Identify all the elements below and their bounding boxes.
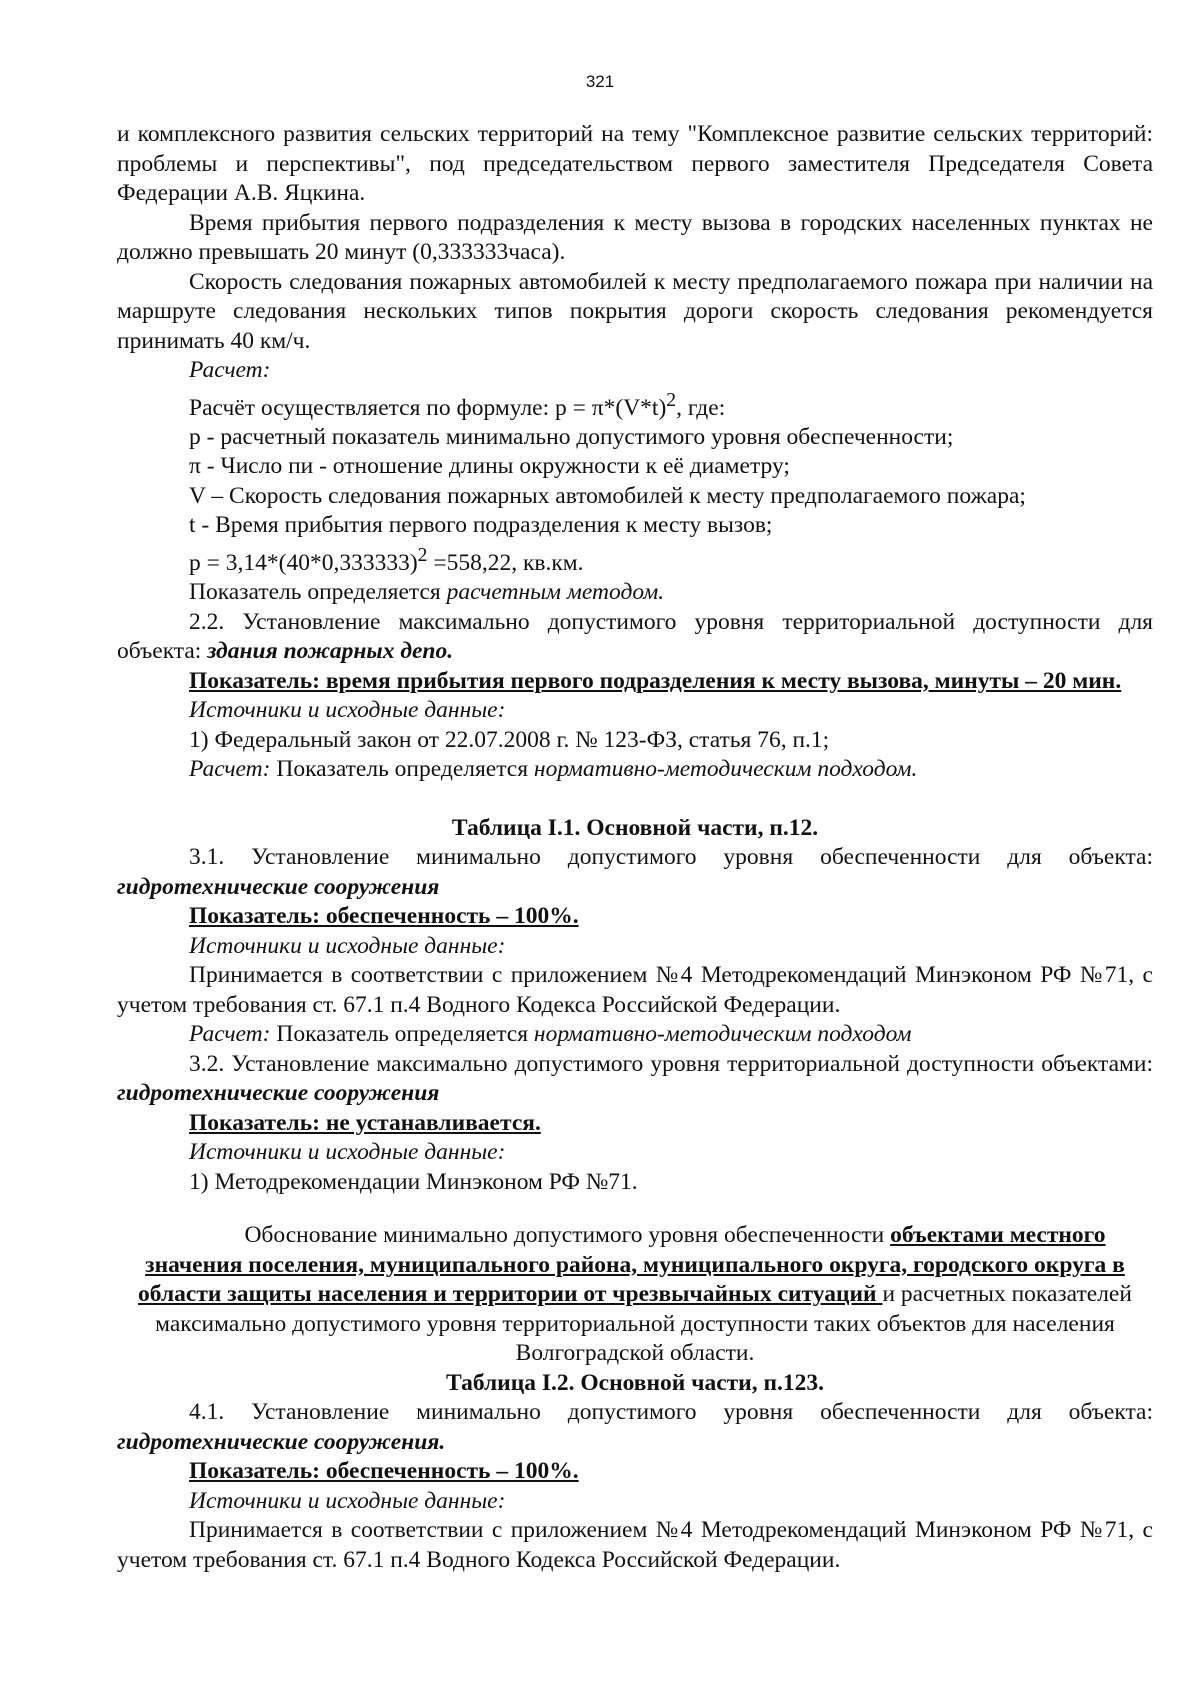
section-3-2-text: 3.2. Установление максимально допустимого уровня территориальной доступности объектами: [189,1050,1153,1077]
method-line [117,578,1153,608]
section-3-2 [117,1050,1153,1109]
norm-prefix: Показатель определяется [270,1021,534,1048]
calculation-text: p = 3,14*(40*0,333333) [189,549,418,576]
calc-label-inline: Расчет: [189,1021,271,1048]
norm-italic: нормативно-методическим подходом [533,1021,912,1048]
section-2-2-indicator: Показатель: время прибытия первого подразделения к месту вызова, минуты – 20 мин. [189,667,1122,694]
section-3-2-source: 1) Методрекомендации Минэконом РФ №71. [189,1168,638,1195]
definition-p: p - расчетный показатель минимально допустимого уровня обеспеченности; [189,423,954,450]
section-3-2-indicator: Показатель: не устанавливается. [189,1109,541,1136]
formula-text: Расчёт осуществляется по формуле: p = π*(V*t) [189,394,667,421]
calculation-line [117,541,1153,578]
spacer [117,785,1153,814]
paragraph-intro: и комплексного развития сельских территорий на тему "Комплексное развитие сельских территорий: проблемы и перспективы", под председательством первого заместителя Председателя Совета Федерации А.В. Яцкина. [117,121,1153,206]
formula-line [117,386,1153,423]
definition-pi: π - Число пи - отношение длины окружности к её диаметру; [189,453,790,480]
norm-prefix: Показатель определяется [270,756,534,783]
definition-t: t - Время прибытия первого подразделения к месту вызов; [189,512,773,539]
table-1-title: Таблица I.1. Основной части, п.12. [451,814,819,841]
section-4-1-object: гидротехнические сооружения. [117,1428,446,1455]
norm-italic: нормативно-методическим подходом. [533,756,918,783]
calculation-exponent: 2 [417,544,428,566]
section-2-2-object: здания пожарных депо. [207,638,454,665]
sources-label: Источники и исходные данные: [189,697,506,724]
section-4-1-source: Принимается в соответствии с приложением №4 Методрекомендаций Минэконом РФ №71, с учетом требования ст. 67.1 п.4 Водного Кодекса Российской Федерации. [117,1517,1153,1573]
calculation-result: =558,22, кв.км. [427,549,584,576]
section-3-1-indicator: Показатель: обеспеченность – 100%. [189,903,579,930]
section-3-1-object: гидротехнические сооружения [117,873,440,900]
section-3-1-source: Принимается в соответствии с приложением №4 Методрекомендаций Минэконом РФ №71, с учетом требования ст. 67.1 п.4 Водного Кодекса Российской Федерации. [117,962,1153,1018]
calc-label-inline: Расчет: [189,756,271,783]
section-2-2 [117,608,1153,667]
formula-tail: , где: [676,394,726,421]
section-3-1-text: 3.1. Установление минимально допустимого уровня обеспеченности для объекта: [189,844,1153,871]
formula-exponent: 2 [666,389,677,411]
justification-bold: объектами местного значения поселения, муниципального района, муниципального округа, городского округа в области защиты населения и территории от чрезвычайных ситуаций [138,1222,1125,1308]
page-number: 321 [585,72,615,91]
sources-label: Источники и исходные данные: [189,932,506,959]
section-4-1-indicator: Показатель: обеспеченность – 100%. [189,1458,579,1485]
section-2-2-calc [117,755,1153,785]
method-prefix: Показатель определяется [189,579,447,606]
paragraph-speed: Скорость следования пожарных автомобилей к месту предполагаемого пожара при наличии на маршруте следования нескольких типов покрытия дороги скорость следования рекомендуется принимать 40 км/ч. [117,268,1153,354]
page-content [117,120,1153,1575]
spacer [117,1197,1153,1221]
paragraph-arrival-time: Время прибытия первого подразделения к месту вызова в городских населенных пунктах не должно превышать 20 минут (0,333333часа). [117,209,1153,265]
method-italic: расчетным методом. [446,579,665,606]
section-3-2-object: гидротехнические сооружения [117,1080,440,1107]
section-2-2-text: 2.2. Установление максимально допустимого уровня территориальной доступности для объекта: [117,608,1153,665]
definition-v: V – Скорость следования пожарных автомобилей к месту предполагаемого пожара; [189,482,1026,509]
table-2-title: Таблица I.2. Основной части, п.123. [445,1369,825,1396]
section-3-1-calc [117,1020,1153,1050]
section-4-1-text: 4.1. Установление минимально допустимого уровня обеспеченности для объекта: [189,1399,1153,1426]
calc-label: Расчет: [189,357,271,383]
section-2-2-source: 1) Федеральный закон от 22.07.2008 г. № 123-ФЗ, статья 76, п.1; [189,726,830,753]
sources-label: Источники и исходные данные: [189,1139,506,1166]
sources-label: Источники и исходные данные: [189,1487,506,1514]
justification-text-1: Обоснование минимально допустимого уровня обеспеченности [244,1222,891,1249]
justification-heading [117,1221,1153,1369]
justification-text-2: и расчетных показателей максимально допустимого уровня территориальной доступности таких объектов для населения Волгоградской области. [155,1281,1132,1367]
